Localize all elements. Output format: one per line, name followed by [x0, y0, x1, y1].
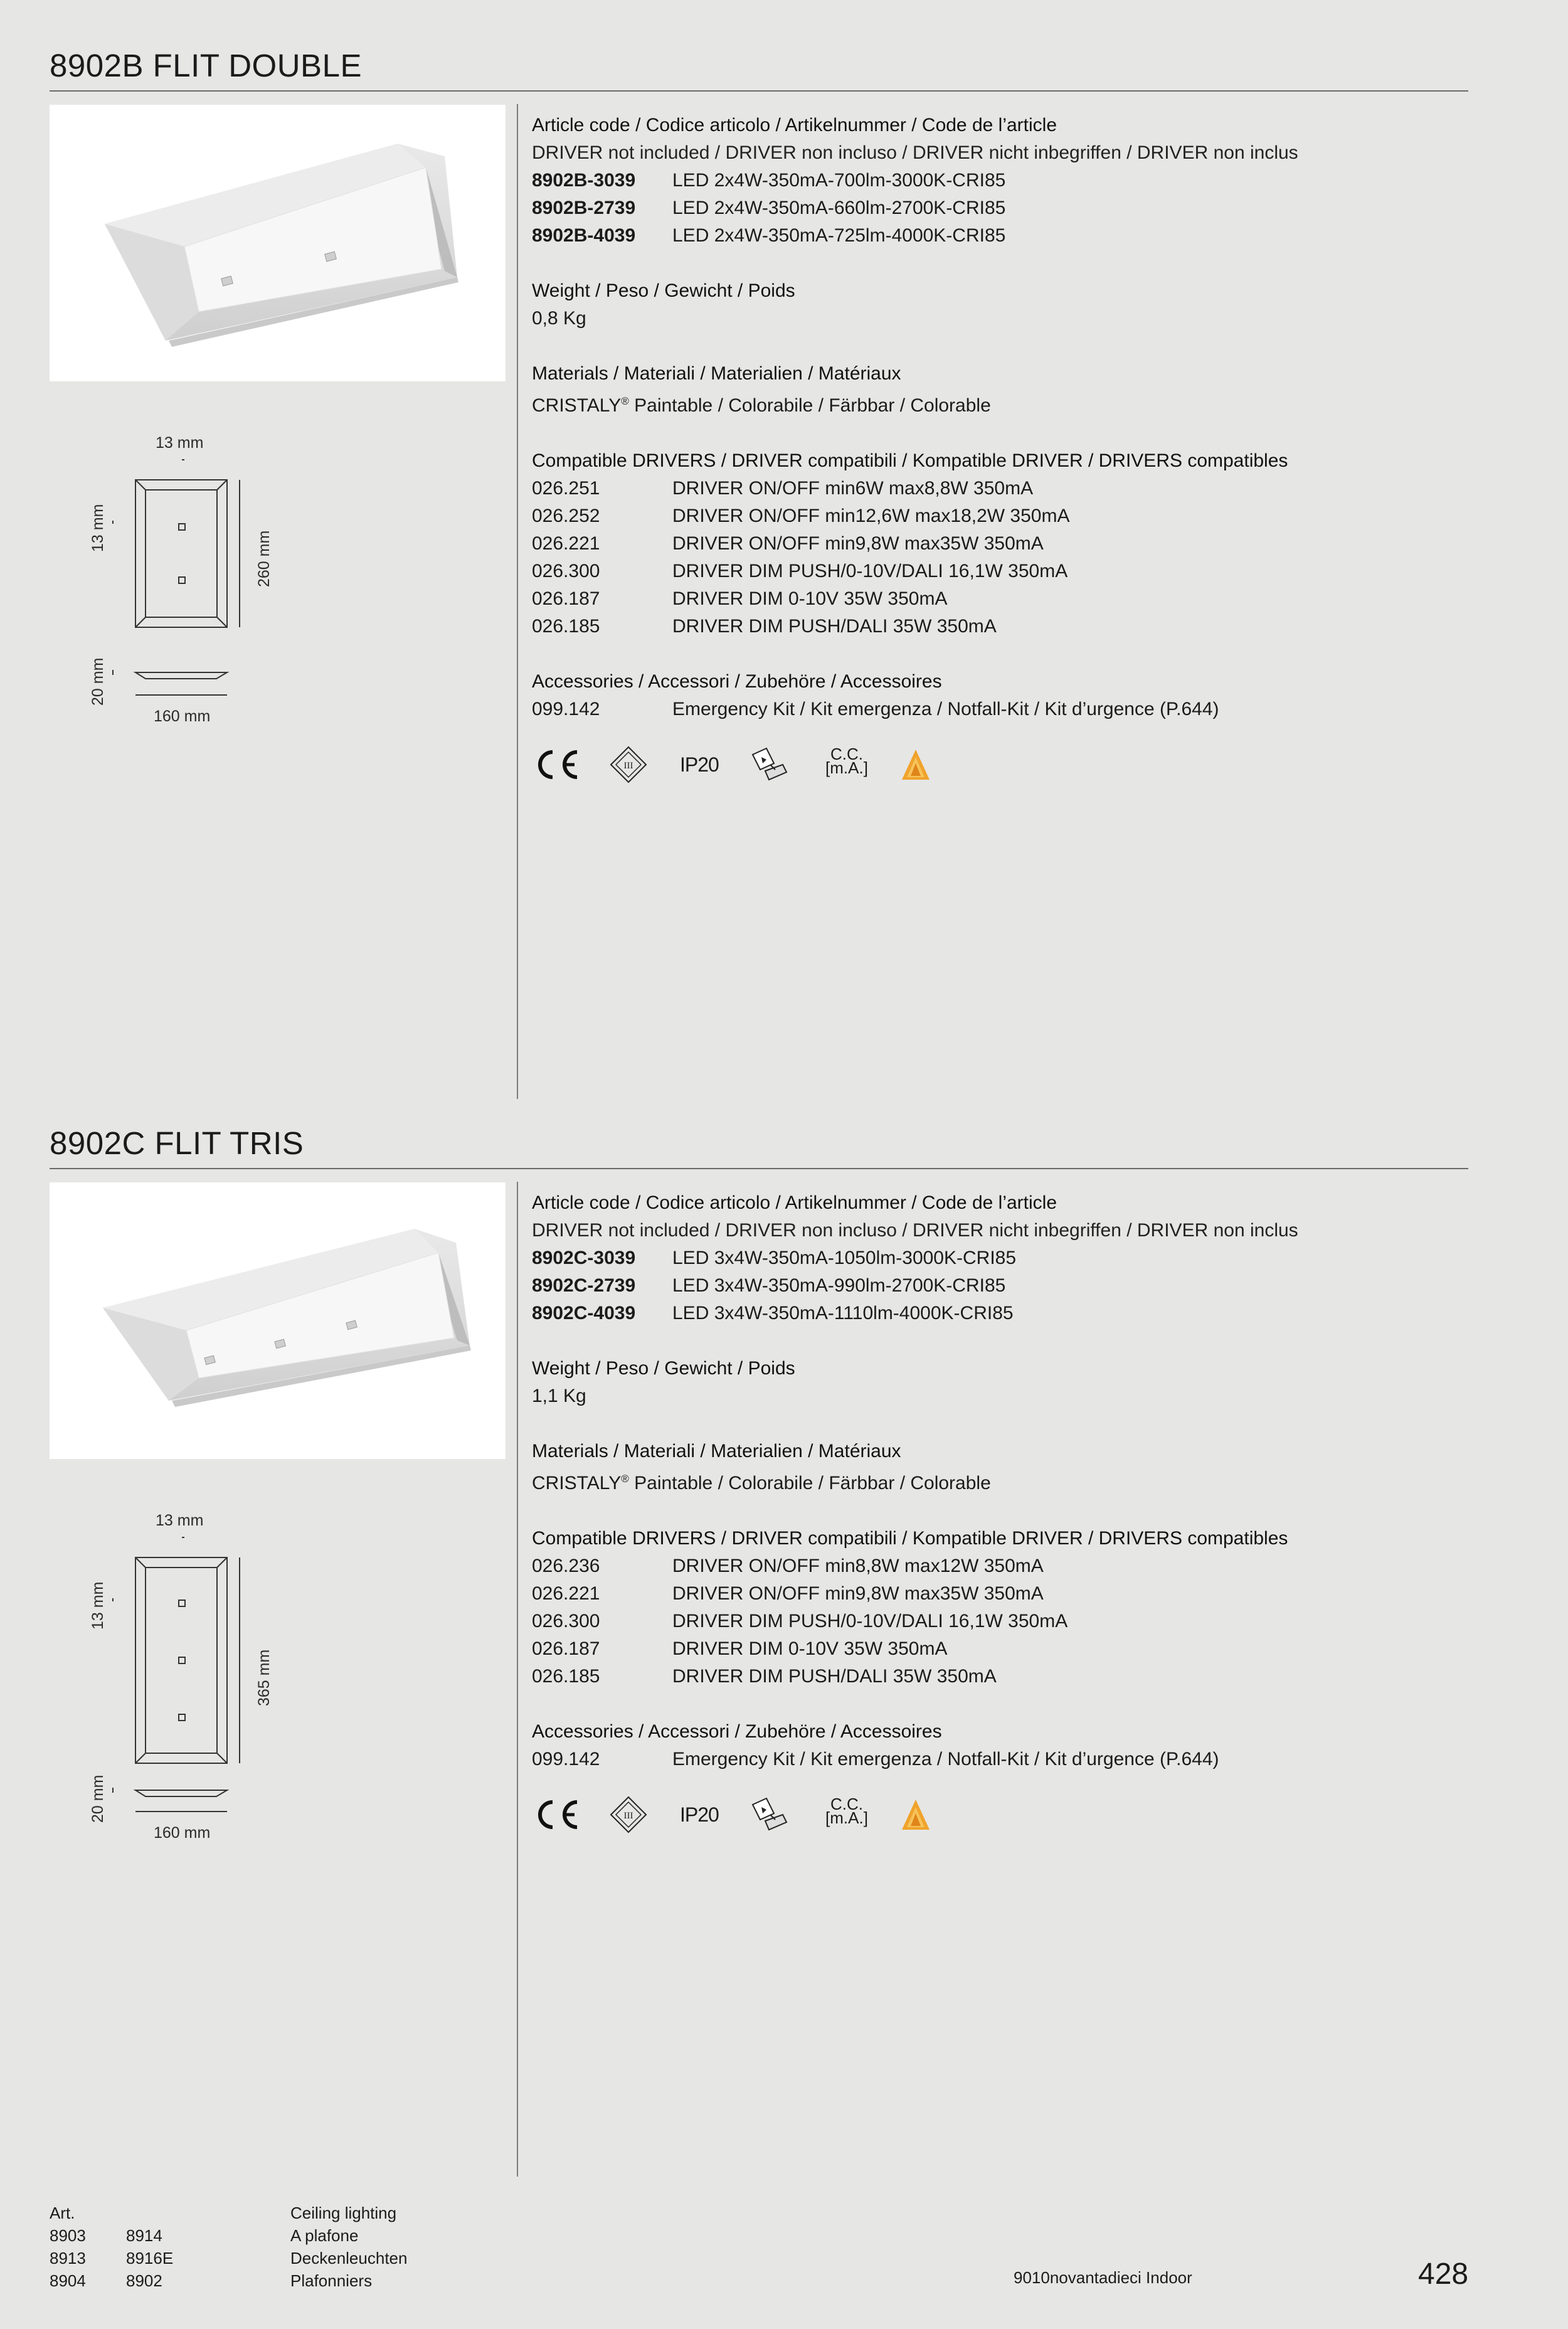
footer-art-column — [50, 2202, 86, 2292]
driver-desc: DRIVER DIM PUSH/DALI 35W 350mA — [672, 616, 997, 637]
article-row — [532, 222, 1485, 250]
cc-line2: [m.A.] — [825, 758, 868, 777]
title-rule — [50, 1168, 1468, 1169]
class-iii-label: III — [623, 1811, 633, 1821]
product-title: 8902C FLIT TRIS — [50, 1125, 304, 1161]
title-rule — [50, 90, 1468, 92]
material-brand: CRISTALY — [532, 395, 622, 416]
technical-drawing — [75, 1504, 282, 1842]
material-text: Paintable / Colorabile / Färbbar / Colorable — [628, 1473, 991, 1493]
driver-row — [532, 585, 1485, 613]
article-heading: Article code / Codice articolo / Artikelnummer / Code de l’article — [532, 115, 1057, 135]
accessories-heading: Accessories / Accessori / Zubehöre / Accessoires — [532, 1721, 942, 1742]
driver-row — [532, 1580, 1485, 1608]
cc-line1: C.C. — [830, 1795, 863, 1813]
dim-height: 365 mm — [255, 1649, 273, 1706]
column-divider — [517, 1182, 518, 2177]
article-code: 8902B-3039 — [532, 170, 636, 191]
spec-block — [532, 1189, 1485, 1773]
weight-heading: Weight / Peso / Gewicht / Poids — [532, 280, 795, 301]
dim-width: 160 mm — [154, 708, 211, 725]
driver-code: 026.251 — [532, 478, 600, 499]
ce-mark-icon — [532, 747, 581, 782]
dim-side: 13 mm — [89, 1581, 107, 1630]
product-photo — [50, 105, 506, 381]
article-desc: LED 2x4W-350mA-725lm-4000K-CRI85 — [672, 225, 1006, 246]
footer-art-code: 8904 — [50, 2271, 86, 2290]
driver-desc: DRIVER DIM 0-10V 35W 350mA — [672, 1638, 948, 1659]
material-brand: CRISTALY — [532, 1473, 622, 1493]
driver-row — [532, 613, 1485, 640]
driver-row — [532, 475, 1485, 502]
driver-row — [532, 1635, 1485, 1663]
materials-value — [532, 1465, 1485, 1497]
driver-row — [532, 1552, 1485, 1580]
driver-row — [532, 558, 1485, 585]
footer-category-line: Plafonniers — [290, 2271, 373, 2290]
page-number: 428 — [1418, 2257, 1469, 2291]
mounting-icon — [750, 1796, 790, 1836]
driver-code: 026.185 — [532, 1666, 600, 1687]
drawing-lines — [75, 427, 282, 753]
footer-category-line: Ceiling lighting — [290, 2204, 397, 2222]
driver-code: 026.221 — [532, 533, 600, 554]
article-row — [532, 1300, 1485, 1327]
mounting-icon — [750, 746, 790, 786]
footer-category — [290, 2202, 407, 2292]
driver-code: 026.236 — [532, 1556, 600, 1576]
footer-category-line: A plafone — [290, 2226, 359, 2245]
technical-drawing — [75, 427, 282, 753]
column-divider — [517, 104, 518, 1099]
materials-heading: Materials / Materiali / Materialien / Matériaux — [532, 363, 901, 384]
driver-desc: DRIVER DIM PUSH/0-10V/DALI 16,1W 350mA — [672, 1611, 1068, 1631]
accessory-desc: Emergency Kit / Kit emergenza / Notfall-Kit / Kit d’urgence (P.644) — [672, 699, 1219, 719]
footer-art-code: 8903 — [50, 2226, 86, 2245]
class-iii-icon — [610, 746, 647, 783]
dim-depth: 20 mm — [89, 657, 107, 706]
dim-side: 13 mm — [89, 504, 107, 552]
driver-desc: DRIVER DIM PUSH/0-10V/DALI 16,1W 350mA — [672, 561, 1068, 581]
lamp-photo-double — [50, 105, 506, 381]
driver-code: 026.252 — [532, 506, 600, 526]
driver-desc: DRIVER DIM PUSH/DALI 35W 350mA — [672, 1666, 997, 1687]
article-desc: LED 3x4W-350mA-990lm-2700K-CRI85 — [672, 1275, 1006, 1296]
footer-art-column-2 — [126, 2224, 173, 2292]
driver-note: DRIVER not included / DRIVER non incluso / DRIVER nicht inbegriffen / DRIVER non inclus — [532, 142, 1298, 163]
accessories-heading: Accessories / Accessori / Zubehöre / Accessoires — [532, 671, 942, 692]
product-title: 8902B FLIT DOUBLE — [50, 48, 362, 83]
weight-value: 1,1 Kg — [532, 1386, 586, 1406]
dim-top: 13 mm — [156, 1512, 204, 1529]
driver-code: 026.300 — [532, 1611, 600, 1631]
weight-value: 0,8 Kg — [532, 308, 586, 329]
article-heading: Article code / Codice articolo / Artikelnummer / Code de l’article — [532, 1192, 1057, 1213]
accessory-code: 099.142 — [532, 1749, 600, 1769]
driver-row — [532, 1608, 1485, 1635]
weight-heading: Weight / Peso / Gewicht / Poids — [532, 1358, 795, 1379]
footer-brand: 9010novantadieci Indoor — [1014, 2268, 1192, 2287]
driver-desc: DRIVER ON/OFF min6W max8,8W 350mA — [672, 478, 1034, 499]
driver-row — [532, 1663, 1485, 1690]
ip-rating: IP20 — [680, 1803, 719, 1826]
dim-width: 160 mm — [154, 1824, 211, 1842]
article-desc: LED 3x4W-350mA-1110lm-4000K-CRI85 — [672, 1303, 1014, 1324]
ip-rating: IP20 — [680, 753, 719, 776]
product-section-8902c — [0, 1078, 1568, 2155]
article-desc: LED 2x4W-350mA-700lm-3000K-CRI85 — [672, 170, 1006, 191]
accessory-desc: Emergency Kit / Kit emergenza / Notfall-Kit / Kit d’urgence (P.644) — [672, 1749, 1219, 1769]
article-desc: LED 2x4W-350mA-660lm-2700K-CRI85 — [672, 198, 1006, 218]
dim-depth: 20 mm — [89, 1775, 107, 1823]
ce-mark-icon — [532, 1797, 581, 1832]
drivers-heading: Compatible DRIVERS / DRIVER compatibili / Kompatible DRIVER / DRIVERS compatibles — [532, 450, 1288, 471]
article-code: 8902C-4039 — [532, 1303, 636, 1324]
drivers-heading: Compatible DRIVERS / DRIVER compatibili / Kompatible DRIVER / DRIVERS compatibles — [532, 1528, 1288, 1549]
footer-category-line: Deckenleuchten — [290, 2249, 408, 2268]
driver-desc: DRIVER ON/OFF min8,8W max12W 350mA — [672, 1556, 1044, 1576]
driver-note: DRIVER not included / DRIVER non incluso / DRIVER nicht inbegriffen / DRIVER non inclus — [532, 1220, 1298, 1241]
energy-class-icon — [899, 748, 932, 781]
driver-desc: DRIVER ON/OFF min9,8W max35W 350mA — [672, 533, 1044, 554]
driver-code: 026.185 — [532, 616, 600, 637]
dim-height: 260 mm — [255, 530, 273, 587]
lamp-photo-tris — [50, 1182, 506, 1459]
article-code: 8902C-3039 — [532, 1248, 636, 1268]
cc-line2: [m.A.] — [825, 1808, 868, 1827]
driver-code: 026.187 — [532, 588, 600, 609]
article-code: 8902C-2739 — [532, 1275, 636, 1296]
driver-desc: DRIVER DIM 0-10V 35W 350mA — [672, 588, 948, 609]
class-iii-label: III — [623, 761, 633, 771]
materials-value — [532, 388, 1485, 420]
certification-icons — [532, 743, 971, 793]
accessory-row — [532, 696, 1485, 723]
constant-current-icon — [822, 1797, 872, 1825]
driver-row — [532, 530, 1485, 558]
constant-current-icon — [822, 747, 872, 775]
driver-desc: DRIVER ON/OFF min12,6W max18,2W 350mA — [672, 506, 1070, 526]
dim-top: 13 mm — [156, 434, 204, 452]
driver-row — [532, 502, 1485, 530]
article-desc: LED 3x4W-350mA-1050lm-3000K-CRI85 — [672, 1248, 1017, 1268]
article-row — [532, 194, 1485, 222]
accessory-code: 099.142 — [532, 699, 600, 719]
driver-desc: DRIVER ON/OFF min9,8W max35W 350mA — [672, 1583, 1044, 1604]
registered-mark: ® — [621, 1473, 629, 1485]
article-row — [532, 1244, 1485, 1272]
product-photo — [50, 1182, 506, 1459]
drawing-lines — [75, 1504, 282, 1868]
footer-art-code: 8902 — [126, 2271, 162, 2290]
driver-code: 026.187 — [532, 1638, 600, 1659]
footer-art-code: 8916E — [126, 2249, 174, 2268]
product-section-8902b — [0, 0, 1568, 1078]
accessory-row — [532, 1746, 1485, 1773]
footer-art-code: 8914 — [126, 2226, 162, 2245]
driver-code: 026.300 — [532, 561, 600, 581]
certification-icons — [532, 1793, 971, 1844]
article-code: 8902B-4039 — [532, 225, 636, 246]
footer-art-label: Art. — [50, 2204, 75, 2222]
material-text: Paintable / Colorabile / Färbbar / Colorable — [628, 395, 991, 416]
driver-code: 026.221 — [532, 1583, 600, 1604]
spec-block — [532, 112, 1485, 723]
footer-art-code: 8913 — [50, 2249, 86, 2268]
article-row — [532, 167, 1485, 194]
article-code: 8902B-2739 — [532, 198, 636, 218]
article-row — [532, 1272, 1485, 1300]
energy-class-icon — [899, 1798, 932, 1831]
class-iii-icon — [610, 1796, 647, 1833]
cc-line1: C.C. — [830, 745, 863, 763]
materials-heading: Materials / Materiali / Materialien / Matériaux — [532, 1441, 901, 1462]
registered-mark: ® — [621, 395, 629, 407]
